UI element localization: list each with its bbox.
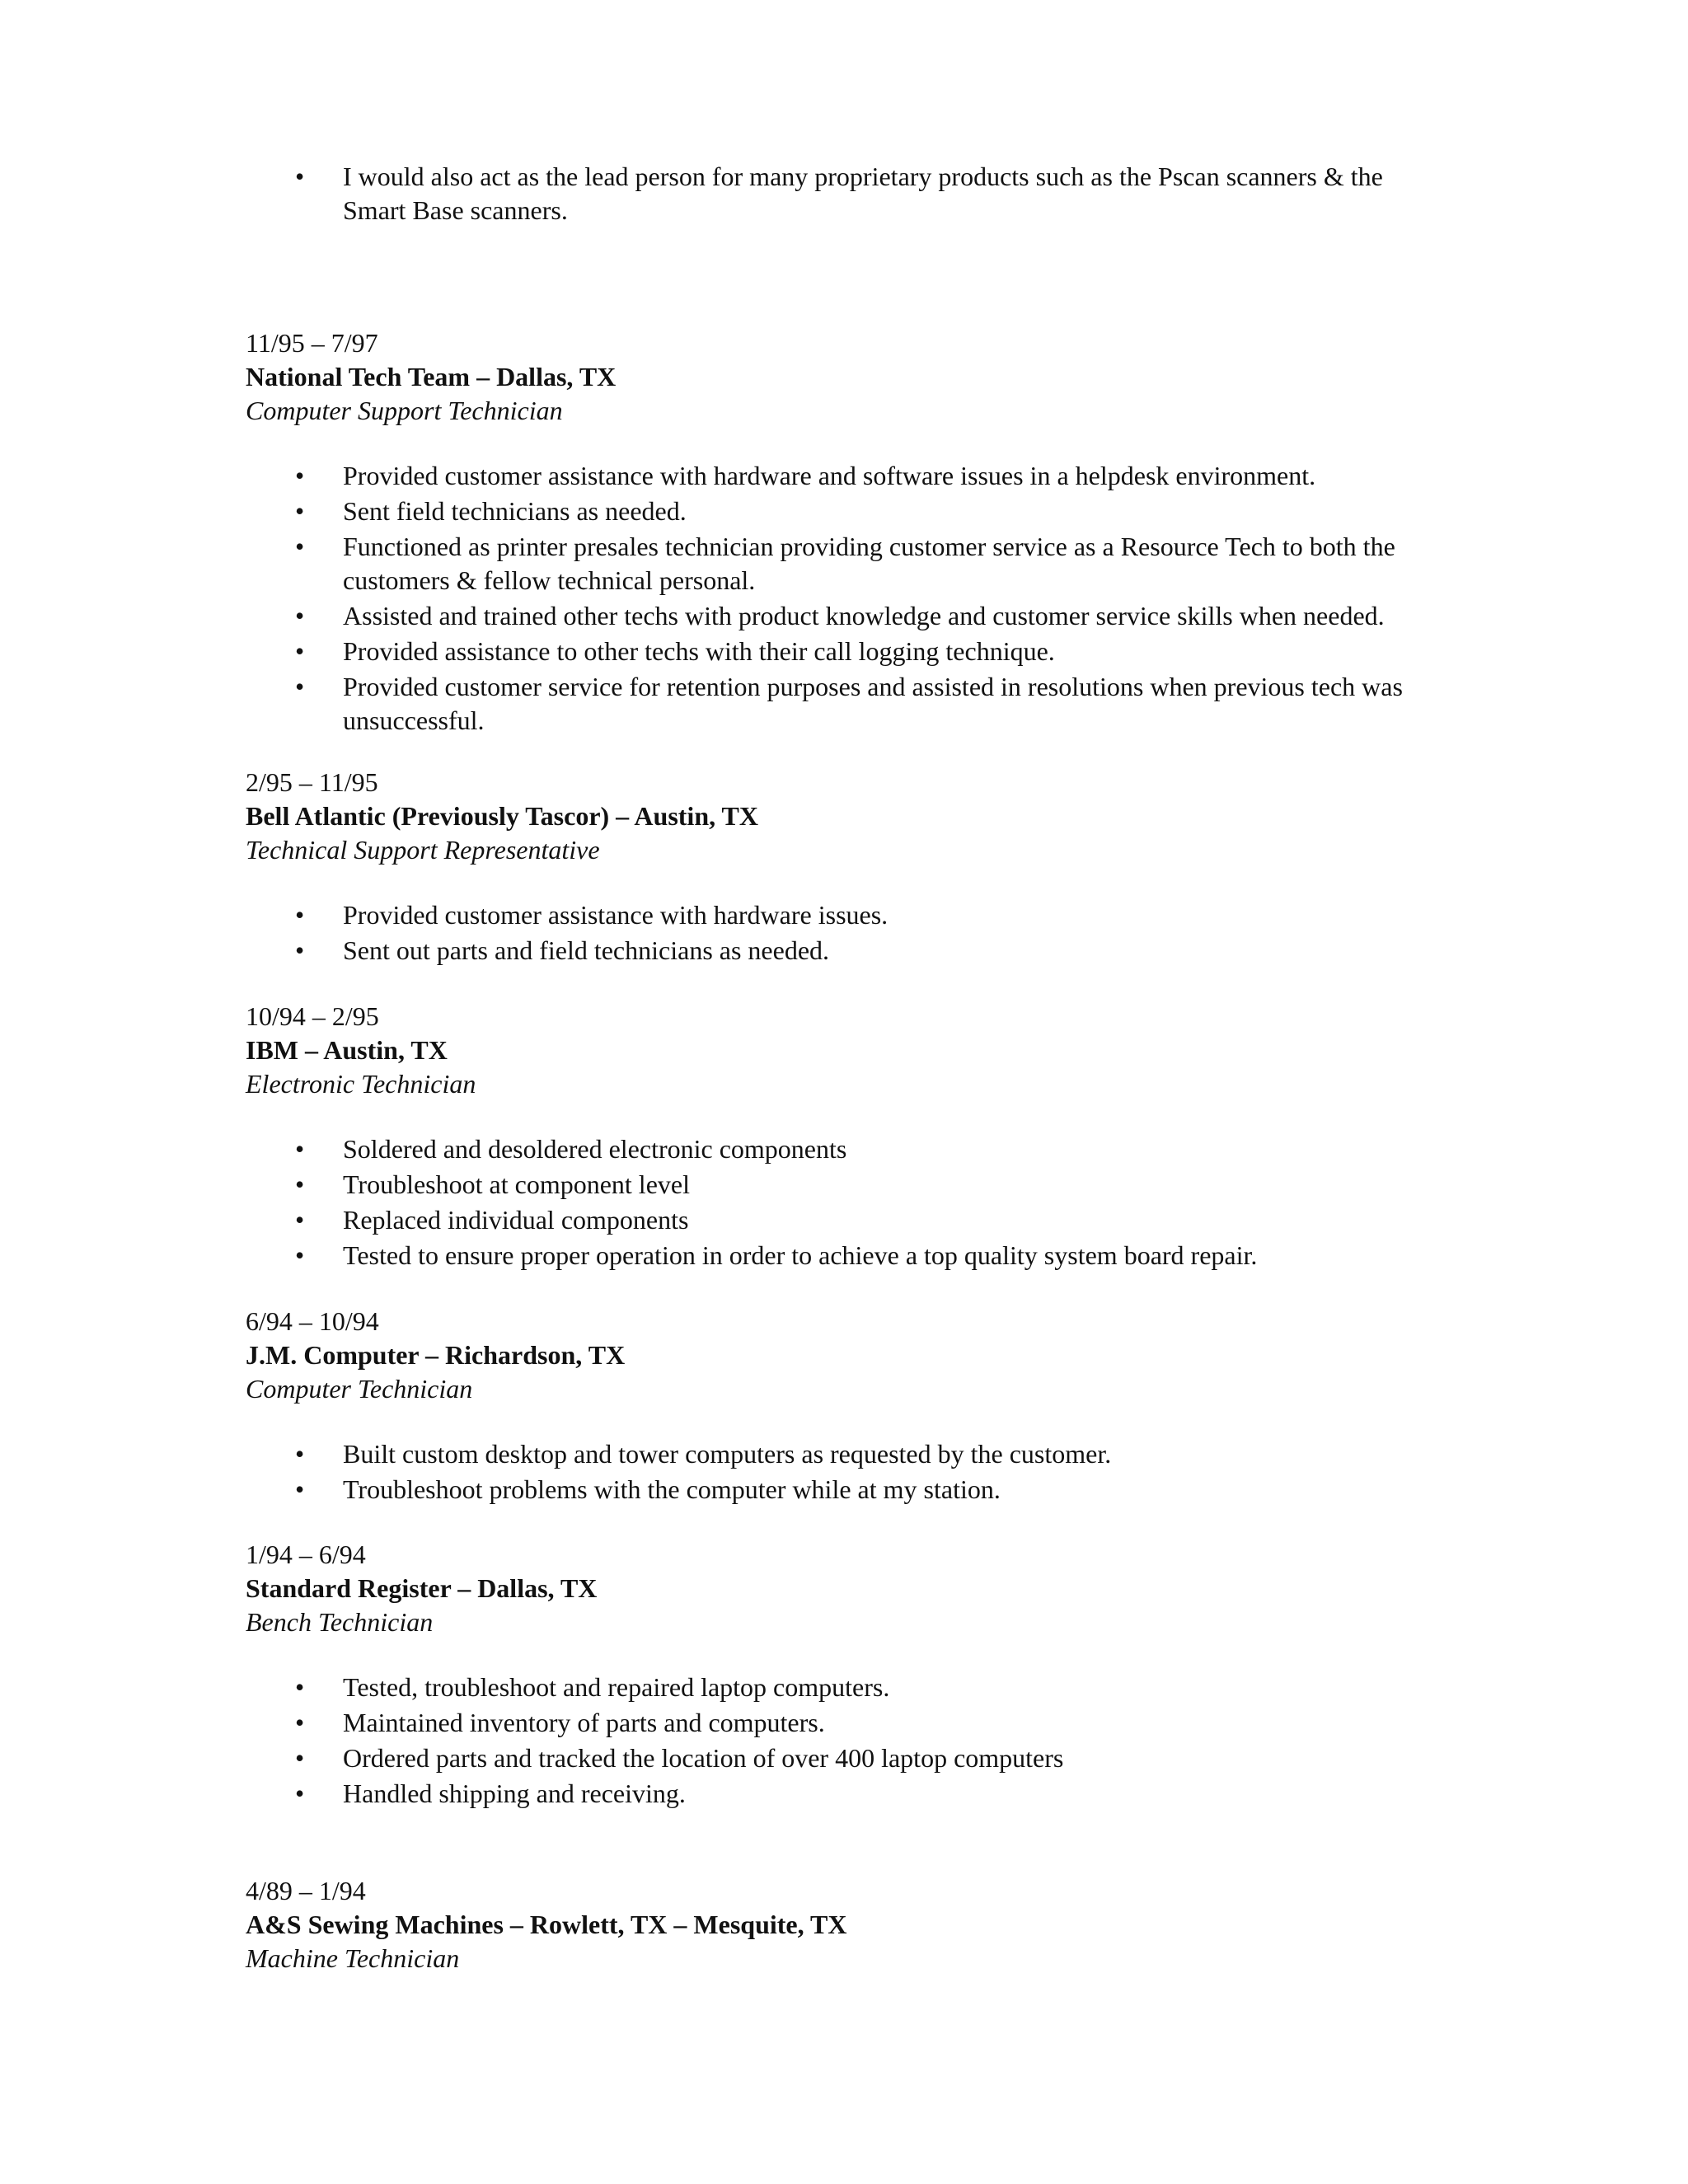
job-dates: 11/95 – 7/97 xyxy=(246,328,378,358)
job-entry-standard-register xyxy=(246,1538,1432,1812)
job-bullet-list xyxy=(246,898,1432,968)
bullet-item: • Functioned as printer presales technician providing customer service as a Resource Tech to both the customers & fellow technical personal. xyxy=(246,530,1432,598)
bullet-item: • Tested, troubleshoot and repaired laptop computers. xyxy=(246,1671,1432,1704)
bullet-item: • Ordered parts and tracked the location of over 400 laptop computers xyxy=(246,1741,1432,1775)
bullet-item: • Sent out parts and field technicians as needed. xyxy=(246,934,1432,968)
job-bullet-list xyxy=(246,459,1432,738)
job-title: Computer Support Technician xyxy=(246,396,563,425)
job-entry-jm-computer xyxy=(246,1305,1432,1508)
job-company: National Tech Team – Dallas, TX xyxy=(246,362,617,391)
bullet-item: • Replaced individual components xyxy=(246,1203,1432,1237)
bullet-item: • Provided customer service for retention purposes and assisted in resolutions when previous tech was unsuccessful. xyxy=(246,670,1432,738)
bullet-item: • I would also act as the lead person for many proprietary products such as the Pscan scanners & the Smart Base scanners. xyxy=(246,160,1432,227)
job-bullet-list xyxy=(246,1437,1432,1507)
bullet-item: • Assisted and trained other techs with product knowledge and customer service skills when needed. xyxy=(246,599,1432,633)
job-title: Electronic Technician xyxy=(246,1069,476,1099)
bullet-item: • Tested to ensure proper operation in order to achieve a top quality system board repair. xyxy=(246,1239,1432,1272)
job-company: A&S Sewing Machines – Rowlett, TX – Mesquite, TX xyxy=(246,1910,847,1939)
job-entry-bell-atlantic xyxy=(246,766,1432,969)
job-title: Computer Technician xyxy=(246,1374,473,1404)
job-company: Standard Register – Dallas, TX xyxy=(246,1573,598,1603)
intro-bullet-list xyxy=(246,160,1432,229)
bullet-item: • Built custom desktop and tower computers as requested by the customer. xyxy=(246,1437,1432,1471)
job-title: Technical Support Representative xyxy=(246,835,600,865)
bullet-item: • Troubleshoot at component level xyxy=(246,1168,1432,1202)
bullet-item: • Handled shipping and receiving. xyxy=(246,1777,1432,1811)
bullet-item: • Provided customer assistance with hardware issues. xyxy=(246,898,1432,932)
bullet-item: • Soldered and desoldered electronic components xyxy=(246,1132,1432,1166)
job-company: Bell Atlantic (Previously Tascor) – Austin, TX xyxy=(246,801,758,831)
job-bullet-list xyxy=(246,1671,1432,1811)
bullet-item: • Provided customer assistance with hardware and software issues in a helpdesk environment. xyxy=(246,459,1432,493)
job-entry-as-sewing-machines xyxy=(246,1874,1432,1975)
job-dates: 2/95 – 11/95 xyxy=(246,767,378,797)
bullet-item: • Troubleshoot problems with the computer while at my station. xyxy=(246,1473,1432,1507)
job-dates: 6/94 – 10/94 xyxy=(246,1306,379,1336)
bullet-item: • Sent field technicians as needed. xyxy=(246,494,1432,528)
job-dates: 10/94 – 2/95 xyxy=(246,1001,379,1031)
job-entry-national-tech-team xyxy=(246,326,1432,739)
job-entry-ibm xyxy=(246,1000,1432,1274)
job-dates: 4/89 – 1/94 xyxy=(246,1876,366,1905)
job-bullet-list xyxy=(246,1132,1432,1272)
bullet-item: • Provided assistance to other techs with their call logging technique. xyxy=(246,635,1432,668)
job-dates: 1/94 – 6/94 xyxy=(246,1540,366,1569)
job-company: J.M. Computer – Richardson, TX xyxy=(246,1340,626,1370)
job-title: Bench Technician xyxy=(246,1607,434,1637)
bullet-item: • Maintained inventory of parts and computers. xyxy=(246,1706,1432,1740)
job-title: Machine Technician xyxy=(246,1943,460,1973)
job-company: IBM – Austin, TX xyxy=(246,1035,448,1065)
